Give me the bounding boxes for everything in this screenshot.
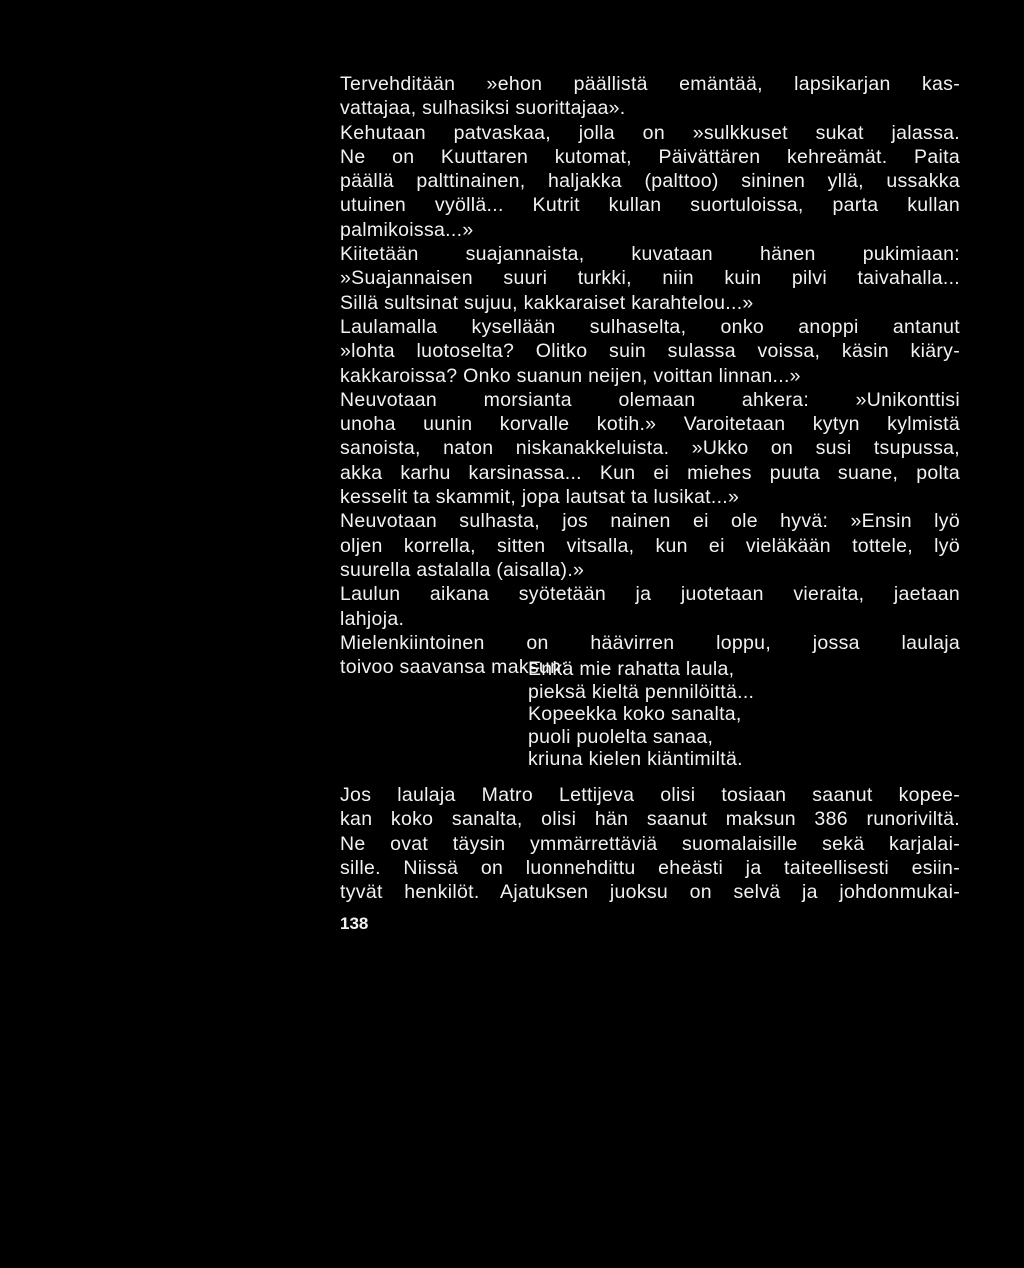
verse-line: Kopeekka koko sanalta, bbox=[528, 703, 742, 725]
text-line: tyvät henkilöt. Ajatuksen juoksu on selvä ja johdonmukai- bbox=[340, 881, 960, 904]
text-line: toivoo saavansa maksun: bbox=[340, 656, 567, 679]
text-line: lahjoja. bbox=[340, 607, 405, 630]
text-line: sanoista, naton niskanakkeluista. »Ukko on susi tsupussa, bbox=[340, 437, 960, 460]
text-line: »lohta luotoselta? Olitko suin sulassa voissa, käsin kiäry- bbox=[340, 340, 960, 363]
text-line: suurella astalalla (aisalla).» bbox=[340, 558, 585, 581]
verse-line: puoli puolelta sanaa, bbox=[528, 725, 714, 748]
text-line: sille. Niissä on luonnehdittu eheästi ja taiteellisesti esiin- bbox=[340, 856, 960, 879]
text-line: »Suajannaisen suuri turkki, niin kuin pilvi taivahalla... bbox=[340, 267, 960, 290]
text-line: unoha uunin korvalle kotih.» Varoitetaan kytyn kylmistä bbox=[340, 413, 960, 436]
verse-line: pieksä kieltä pennilöittä... bbox=[528, 680, 755, 703]
text-line: Kehutaan patvaskaa, jolla on »sulkkuset sukat jalassa. bbox=[340, 121, 960, 144]
text-line: Jos laulaja Matro Lettijeva olisi tosiaan saanut kopee- bbox=[340, 784, 960, 806]
text-line: kakkaroissa? Onko suanun neijen, voittan linnan...» bbox=[340, 364, 801, 387]
text-line: kan koko sanalta, olisi hän saanut maksun 386 runoriviltä. bbox=[340, 808, 960, 831]
text-line: utuinen vyöllä... Kutrit kullan suortuloissa, parta kullan bbox=[340, 194, 960, 217]
text-line: Neuvotaan sulhasta, jos nainen ei ole hyvä: »Ensin lyö bbox=[340, 510, 960, 533]
text-line: Neuvotaan morsianta olemaan ahkera: »Unikonttisi bbox=[340, 388, 960, 411]
text-line: oljen korrella, sitten vitsalla, kun ei vieläkään tottele, lyö bbox=[340, 534, 960, 557]
body-text-bottom bbox=[340, 783, 960, 904]
text-line: akka karhu karsinassa... Kun ei miehes puuta suane, polta bbox=[340, 461, 960, 484]
poem-verse bbox=[528, 658, 848, 771]
verse-line: kriuna kielen kiäntimiltä. bbox=[528, 748, 743, 770]
text-line: palmikoissa...» bbox=[340, 218, 474, 241]
text-line: Laulamalla kysellään sulhaselta, onko anoppi antanut bbox=[340, 315, 960, 338]
text-line: Mielenkiintoinen on häävirren loppu, jossa laulaja bbox=[340, 631, 960, 654]
text-line: Ne ovat täysin ymmärrettäviä suomalaisille sekä karjalai- bbox=[340, 832, 960, 855]
text-line: Tervehditään »ehon päällistä emäntää, lapsikarjan kas- bbox=[340, 73, 960, 95]
text-line: Kiitetään suajannaista, kuvataan hänen pukimiaan: bbox=[340, 243, 960, 266]
text-line: vattajaa, sulhasiksi suorittajaa». bbox=[340, 97, 626, 120]
verse-line: Enkä mie rahatta laula, bbox=[528, 658, 735, 680]
text-line: Ne on Kuuttaren kutomat, Päivättären kehreämät. Paita bbox=[340, 145, 960, 168]
text-line: Sillä sultsinat sujuu, kakkaraiset karahtelou...» bbox=[340, 291, 754, 314]
text-line: kesselit ta skammit, jopa lautsat ta lusikat...» bbox=[340, 486, 740, 509]
body-text-top bbox=[340, 72, 960, 679]
text-line: Laulun aikana syötetään ja juotetaan vieraita, jaetaan bbox=[340, 583, 960, 606]
text-line: päällä palttinainen, haljakka (palttoo) sininen yllä, ussakka bbox=[340, 170, 960, 193]
page-number: 138 bbox=[340, 914, 369, 933]
